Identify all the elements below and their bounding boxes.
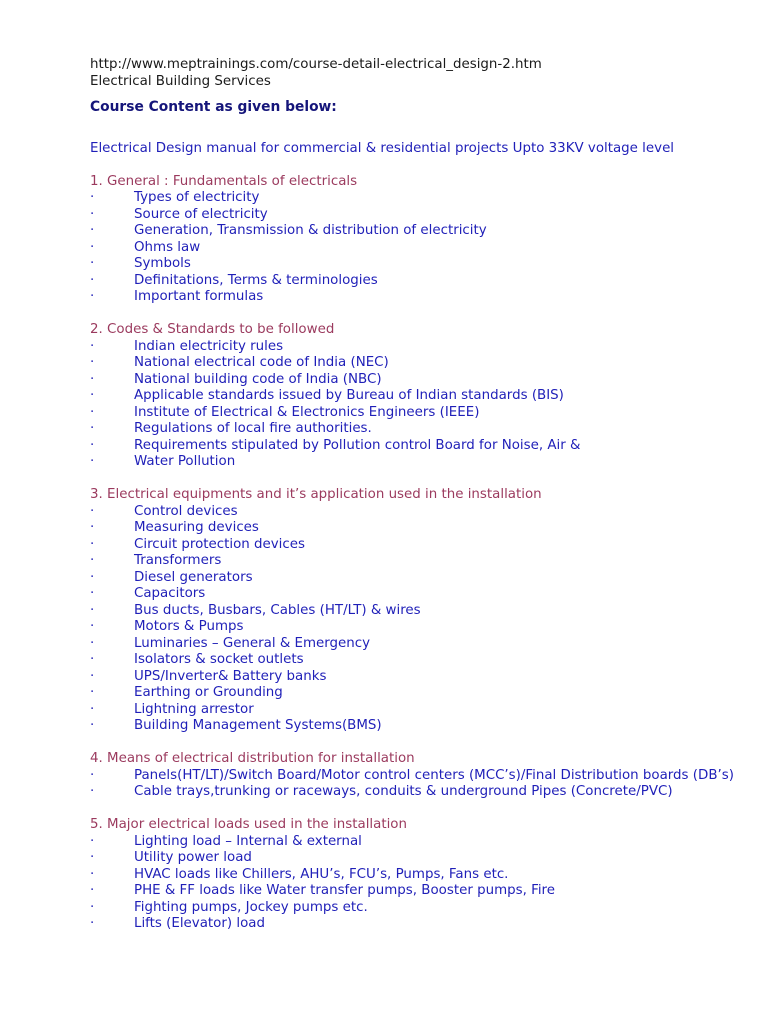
- section-title: 3. Electrical equipments and it’s application used in the installation: [90, 487, 542, 502]
- list-item-label: Applicable standards issued by Bureau of Indian standards (BIS): [134, 388, 564, 403]
- section-title: 5. Major electrical loads used in the installation: [90, 817, 407, 832]
- list-item-label: Indian electricity rules: [134, 338, 284, 354]
- list-item-label: Lightning arrestor: [134, 701, 254, 717]
- list-item-label: Earthing or Grounding: [134, 685, 283, 700]
- list-item: [90, 190, 750, 207]
- list-item: [90, 240, 750, 257]
- bullet-icon: ·: [90, 701, 95, 717]
- list-item-label: Types of electricity: [134, 190, 260, 205]
- list-item: [90, 339, 750, 356]
- list-item: [90, 405, 750, 422]
- bullet-icon: ·: [90, 239, 95, 255]
- list-item: [90, 289, 750, 306]
- bullet-icon: ·: [90, 553, 95, 568]
- list-item-label: Panels(HT/LT)/Switch Board/Motor control centers (MCC’s)/Final Distribution boards (DB’s): [134, 767, 734, 783]
- section-title: 4. Means of electrical distribution for installation: [90, 751, 415, 766]
- bullet-icon: ·: [90, 833, 95, 849]
- bullet-icon: ·: [90, 619, 95, 634]
- list-item-label: Fighting pumps, Jockey pumps etc.: [134, 899, 368, 915]
- bullet-icon: ·: [90, 206, 95, 222]
- section-1: [90, 174, 750, 306]
- list-item: [90, 834, 750, 851]
- list-item: [90, 702, 750, 719]
- list-item-label: Regulations of local fire authorities.: [134, 421, 372, 436]
- list-item: [90, 867, 750, 884]
- list-item-label: Symbols: [134, 256, 191, 271]
- bullet-icon: ·: [90, 355, 95, 370]
- bullet-icon: ·: [90, 916, 95, 931]
- course-sections: [90, 174, 750, 933]
- section-5: [90, 817, 750, 933]
- bullet-icon: ·: [90, 223, 95, 238]
- list-item-label: Measuring devices: [134, 520, 259, 535]
- list-item-label: Cable trays,trunking or raceways, conduits & underground Pipes (Concrete/PVC): [134, 784, 673, 799]
- bullet-icon: ·: [90, 421, 95, 436]
- bullet-icon: ·: [90, 388, 95, 403]
- list-item-label: Source of electricity: [134, 206, 268, 222]
- bullet-icon: ·: [90, 883, 95, 898]
- bullet-icon: ·: [90, 685, 95, 700]
- list-item-label: National electrical code of India (NEC): [134, 355, 389, 370]
- list-item: [90, 223, 750, 240]
- list-item-label: Diesel generators: [134, 569, 253, 585]
- document-page: [90, 57, 750, 933]
- bullet-icon: ·: [90, 437, 95, 453]
- bullet-icon: ·: [90, 668, 95, 684]
- bullet-icon: ·: [90, 635, 95, 651]
- list-item-label: PHE & FF loads like Water transfer pumps, Booster pumps, Fire: [134, 883, 555, 898]
- list-item-label: Circuit protection devices: [134, 536, 305, 552]
- list-item-label: Building Management Systems(BMS): [134, 718, 382, 733]
- list-item-label: Definitations, Terms & terminologies: [134, 272, 378, 288]
- list-item: [90, 718, 750, 735]
- bullet-icon: ·: [90, 272, 95, 288]
- bullet-icon: ·: [90, 850, 95, 865]
- list-item: [90, 421, 750, 438]
- bullet-icon: ·: [90, 718, 95, 733]
- list-item: [90, 636, 750, 653]
- list-item: [90, 207, 750, 224]
- list-item: [90, 388, 750, 405]
- list-item: [90, 537, 750, 554]
- bullet-icon: ·: [90, 652, 95, 667]
- bullet-icon: ·: [90, 404, 95, 420]
- list-item: [90, 570, 750, 587]
- list-item: [90, 768, 750, 785]
- list-item-label: Important formulas: [134, 289, 264, 304]
- list-item: [90, 355, 750, 372]
- list-item-label: Control devices: [134, 503, 238, 519]
- list-item: [90, 916, 750, 933]
- list-item: [90, 850, 750, 867]
- bullet-icon: ·: [90, 602, 95, 618]
- list-item-label: HVAC loads like Chillers, AHU’s, FCU’s, Pumps, Fans etc.: [134, 866, 509, 882]
- list-item: [90, 652, 750, 669]
- bullet-icon: ·: [90, 866, 95, 882]
- list-item-label: Institute of Electrical & Electronics Engineers (IEEE): [134, 404, 480, 420]
- list-item-label: National building code of India (NBC): [134, 371, 382, 387]
- list-item: [90, 603, 750, 620]
- list-item: [90, 504, 750, 521]
- list-item-label: UPS/Inverter& Battery banks: [134, 668, 327, 684]
- list-item-label: Water Pollution: [134, 454, 236, 469]
- list-item: [90, 520, 750, 537]
- section-4: [90, 751, 750, 801]
- list-item: [90, 586, 750, 603]
- list-item-label: Isolators & socket outlets: [134, 652, 304, 667]
- bullet-icon: ·: [90, 899, 95, 915]
- list-item: [90, 685, 750, 702]
- bullet-icon: ·: [90, 586, 95, 601]
- section-3: [90, 487, 750, 735]
- list-item-label: Bus ducts, Busbars, Cables (HT/LT) & wires: [134, 602, 421, 618]
- list-item-label: Motors & Pumps: [134, 619, 244, 634]
- document-subtitle: Electrical Building Services: [90, 73, 271, 89]
- list-item: [90, 669, 750, 686]
- bullet-icon: ·: [90, 190, 95, 205]
- list-item-label: Lifts (Elevator) load: [134, 916, 265, 931]
- bullet-icon: ·: [90, 536, 95, 552]
- list-item-label: Requirements stipulated by Pollution control Board for Noise, Air &: [134, 437, 581, 453]
- list-item: [90, 273, 750, 290]
- section-title: 2. Codes & Standards to be followed: [90, 322, 335, 337]
- list-item: [90, 438, 750, 455]
- bullet-icon: ·: [90, 767, 95, 783]
- bullet-icon: ·: [90, 569, 95, 585]
- list-item-label: Utility power load: [134, 850, 252, 865]
- section-title: 1. General : Fundamentals of electricals: [90, 173, 358, 189]
- list-item-label: Luminaries – General & Emergency: [134, 635, 371, 651]
- list-item-label: Capacitors: [134, 586, 206, 601]
- bullet-icon: ·: [90, 784, 95, 799]
- intro-text: Electrical Design manual for commercial & residential projects Upto 33KV voltage level: [90, 140, 675, 156]
- bullet-icon: ·: [90, 289, 95, 304]
- bullet-icon: ·: [90, 454, 95, 469]
- list-item: [90, 883, 750, 900]
- source-url: http://www.meptrainings.com/course-detail-electrical_design-2.htm: [90, 57, 542, 72]
- list-item: [90, 256, 750, 273]
- list-item: [90, 784, 750, 801]
- list-item: [90, 372, 750, 389]
- course-content-heading: Course Content as given below:: [90, 99, 337, 115]
- list-item: [90, 454, 750, 471]
- list-item-label: Generation, Transmission & distribution of electricity: [134, 223, 487, 238]
- section-2: [90, 322, 750, 471]
- bullet-icon: ·: [90, 520, 95, 535]
- list-item: [90, 619, 750, 636]
- bullet-icon: ·: [90, 338, 95, 354]
- list-item: [90, 900, 750, 917]
- list-item-label: Ohms law: [134, 239, 201, 255]
- bullet-icon: ·: [90, 503, 95, 519]
- list-item-label: Transformers: [134, 553, 222, 568]
- bullet-icon: ·: [90, 371, 95, 387]
- list-item-label: Lighting load – Internal & external: [134, 833, 362, 849]
- list-item: [90, 553, 750, 570]
- bullet-icon: ·: [90, 256, 95, 271]
